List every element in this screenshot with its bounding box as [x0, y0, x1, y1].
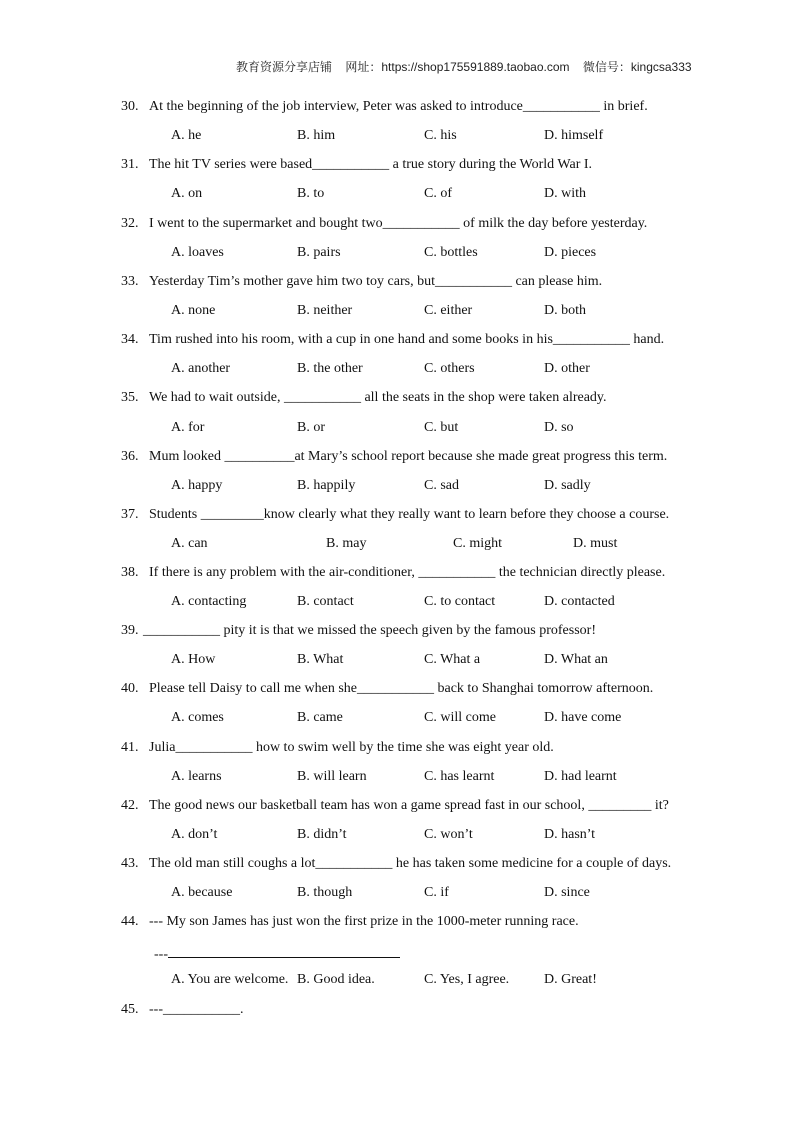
question-44	[121, 914, 579, 930]
question-text: The good news our basketball team has won a game spread fast in our school, _________ it?	[149, 798, 669, 813]
option-d: D. must	[573, 536, 618, 551]
option-c: C. might	[453, 536, 503, 551]
question-number: 40.	[121, 681, 139, 696]
option-a: A. because	[171, 885, 233, 900]
question-number: 44.	[121, 914, 139, 929]
question-text: I went to the supermarket and bought two___________ of milk the day before yesterday.	[149, 216, 648, 231]
question-45	[121, 1002, 244, 1018]
option-b: B. pairs	[297, 245, 341, 260]
option-b: B. to	[297, 186, 325, 201]
option-c: C. What a	[424, 652, 481, 667]
option-b: B. though	[297, 885, 353, 900]
blank-rule	[168, 945, 400, 958]
option-a: A. don’t	[171, 827, 218, 842]
question-number: 32.	[121, 216, 139, 231]
option-d: D. Great!	[544, 972, 597, 987]
option-a: A. none	[171, 303, 216, 318]
option-b: B. contact	[297, 594, 354, 609]
question-33	[121, 274, 602, 290]
option-d: D. What an	[544, 652, 608, 667]
question-number: 36.	[121, 449, 139, 464]
option-c: C. to contact	[424, 594, 496, 609]
question-35	[121, 390, 607, 406]
question-number: 38.	[121, 565, 139, 580]
option-a: A. loaves	[171, 245, 224, 260]
option-b: B. will learn	[297, 769, 367, 784]
question-text: At the beginning of the job interview, Peter was asked to introduce___________ in brief.	[149, 99, 648, 114]
question-41	[121, 740, 554, 756]
option-d: D. sadly	[544, 478, 591, 493]
option-b: B. may	[326, 536, 367, 551]
question-text: Mum looked __________at Mary’s school report because she made great progress this term.	[149, 449, 668, 464]
option-c: C. won’t	[424, 827, 473, 842]
question-number: 37.	[121, 507, 139, 522]
question-text: Please tell Daisy to call me when she___________ back to Shanghai tomorrow afternoon.	[149, 681, 654, 696]
option-b: B. came	[297, 710, 343, 725]
option-d: D. contacted	[544, 594, 615, 609]
question-number: 33.	[121, 274, 139, 289]
option-b: B. Good idea.	[297, 972, 375, 987]
option-c: C. his	[424, 128, 457, 143]
question-number: 34.	[121, 332, 139, 347]
option-c: C. but	[424, 420, 459, 435]
option-a: A. contacting	[171, 594, 247, 609]
question-text: Students _________know clearly what they really want to learn before they choose a course.	[149, 507, 670, 522]
option-d: D. had learnt	[544, 769, 617, 784]
option-d: D. both	[544, 303, 586, 318]
option-a: A. learns	[171, 769, 222, 784]
question-number: 45.	[121, 1002, 139, 1017]
shop-url: 网址：https://shop175591889.taobao.com	[345, 60, 570, 74]
question-37	[121, 507, 669, 523]
wechat-id: 微信号：kingcsa333	[582, 60, 692, 74]
option-b: B. or	[297, 420, 325, 435]
question-number: 42.	[121, 798, 139, 813]
option-c: C. bottles	[424, 245, 478, 260]
dialogue-dash: ---	[154, 947, 168, 962]
option-a: A. for	[171, 420, 205, 435]
question-text: The old man still coughs a lot___________ he has taken some medicine for a couple of days.	[149, 856, 672, 871]
option-d: D. so	[544, 420, 574, 435]
option-c: C. has learnt	[424, 769, 495, 784]
option-a: A. on	[171, 186, 203, 201]
answer-line	[154, 945, 400, 963]
option-a: A. How	[171, 652, 216, 667]
question-42	[121, 798, 669, 814]
question-text: Tim rushed into his room, with a cup in one hand and some books in his___________ hand.	[149, 332, 665, 347]
question-text: If there is any problem with the air-conditioner, ___________ the technician directly please.	[149, 565, 666, 580]
option-b: B. happily	[297, 478, 356, 493]
option-d: D. other	[544, 361, 590, 376]
option-c: C. will come	[424, 710, 496, 725]
option-c: C. either	[424, 303, 473, 318]
option-a: A. happy	[171, 478, 223, 493]
question-number: 41.	[121, 740, 139, 755]
option-b: B. What	[297, 652, 344, 667]
option-d: D. pieces	[544, 245, 597, 260]
question-text: --- My son James has just won the first prize in the 1000-meter running race.	[149, 914, 579, 929]
question-number: 30.	[121, 99, 139, 114]
question-text: ___________ pity it is that we missed the speech given by the famous professor!	[143, 623, 596, 638]
question-31	[121, 157, 592, 173]
shop-name: 教育资源分享店铺	[236, 60, 333, 74]
option-c: C. if	[424, 885, 449, 900]
question-30	[121, 99, 648, 115]
page-header	[236, 58, 702, 75]
question-number: 31.	[121, 157, 139, 172]
option-a: A. comes	[171, 710, 224, 725]
option-b: B. him	[297, 128, 336, 143]
question-text: Yesterday Tim’s mother gave him two toy cars, but___________ can please him.	[149, 274, 603, 289]
option-d: D. with	[544, 186, 586, 201]
question-number: 39.	[121, 623, 139, 638]
question-text: Julia___________ how to swim well by the time she was eight year old.	[149, 740, 554, 755]
question-number: 35.	[121, 390, 139, 405]
option-c: C. others	[424, 361, 475, 376]
option-a: A. he	[171, 128, 202, 143]
question-text: ---___________.	[149, 1002, 244, 1017]
option-b: B. didn’t	[297, 827, 347, 842]
question-40	[121, 681, 653, 697]
question-34	[121, 332, 664, 348]
option-b: B. the other	[297, 361, 363, 376]
option-b: B. neither	[297, 303, 353, 318]
option-a: A. another	[171, 361, 231, 376]
question-text: We had to wait outside, ___________ all the seats in the shop were taken already.	[149, 390, 607, 405]
question-32	[121, 216, 647, 232]
option-c: C. sad	[424, 478, 459, 493]
question-text: The hit TV series were based___________ a true story during the World War I.	[149, 157, 593, 172]
question-39	[121, 623, 596, 639]
option-a: A. You are welcome.	[171, 972, 289, 987]
question-number: 43.	[121, 856, 139, 871]
option-d: D. have come	[544, 710, 622, 725]
option-c: C. Yes, I agree.	[424, 972, 510, 987]
question-38	[121, 565, 665, 581]
question-36	[121, 449, 667, 465]
option-d: D. himself	[544, 128, 604, 143]
option-a: A. can	[171, 536, 208, 551]
question-43	[121, 856, 671, 872]
option-d: D. since	[544, 885, 590, 900]
option-c: C. of	[424, 186, 452, 201]
option-d: D. hasn’t	[544, 827, 596, 842]
